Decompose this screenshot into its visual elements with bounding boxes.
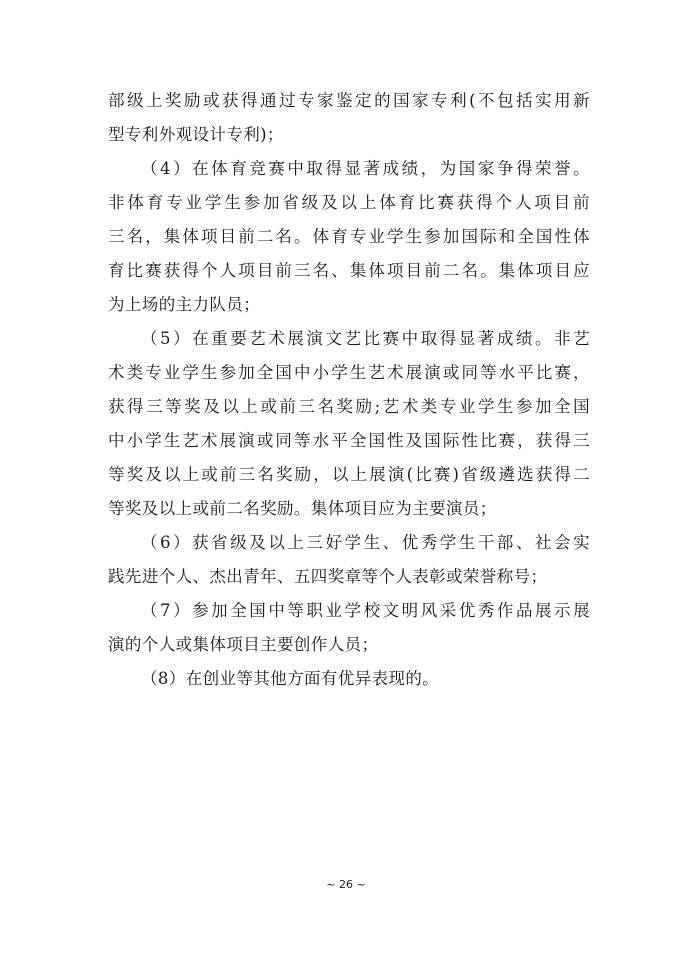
text-line-5: 三名，集体项目前二名。体育专业学生参加国际和全国性体 bbox=[108, 227, 590, 246]
text-line-1: 部级上奖励或获得通过专家鉴定的国家专利(不包括实用新 bbox=[108, 91, 590, 110]
text-line-11: 中小学生艺术展演或同等水平全国性及国际性比赛，获得三 bbox=[108, 431, 590, 450]
text-line-10: 获得三等奖及以上或前三名奖励;艺术类专业学生参加全国 bbox=[108, 397, 590, 416]
text-line-12: 等奖及以上或前三名奖励，以上展演(比赛)省级遴选获得二 bbox=[108, 465, 590, 484]
text-line-4: 非体育专业学生参加省级及以上体育比赛获得个人项目前 bbox=[108, 193, 590, 212]
document-body bbox=[108, 84, 590, 696]
text-line-8: （5）在重要艺术展演文艺比赛中取得显著成绩。非艺 bbox=[141, 329, 590, 348]
text-line-16: （7）参加全国中等职业学校文明风采优秀作品展示展 bbox=[141, 601, 590, 620]
text-line-13: 等奖及以上或前二名奖励。集体项目应为主要演员； bbox=[108, 499, 497, 518]
text-line-17: 演的个人或集体项目主要创作人员； bbox=[108, 635, 379, 654]
text-line-3: （4）在体育竞赛中取得显著成绩，为国家争得荣誉。 bbox=[141, 159, 590, 178]
text-line-14: （6）获省级及以上三好学生、优秀学生干部、社会实 bbox=[141, 533, 590, 552]
text-line-18: （8）在创业等其他方面有优异表现的。 bbox=[141, 669, 440, 688]
text-line-6: 育比赛获得个人项目前三名、集体项目前二名。集体项目应 bbox=[108, 261, 590, 280]
text-line-7: 为上场的主力队员； bbox=[108, 295, 261, 314]
text-line-2: 型专利外观设计专利)； bbox=[108, 125, 284, 144]
text-line-9: 术类专业学生参加全国中小学生艺术展演或同等水平比赛， bbox=[108, 363, 590, 382]
text-line-15: 践先进个人、杰出青年、五四奖章等个人表彰或荣誉称号； bbox=[108, 567, 548, 586]
page-number: ~ 26 ~ bbox=[326, 878, 366, 891]
